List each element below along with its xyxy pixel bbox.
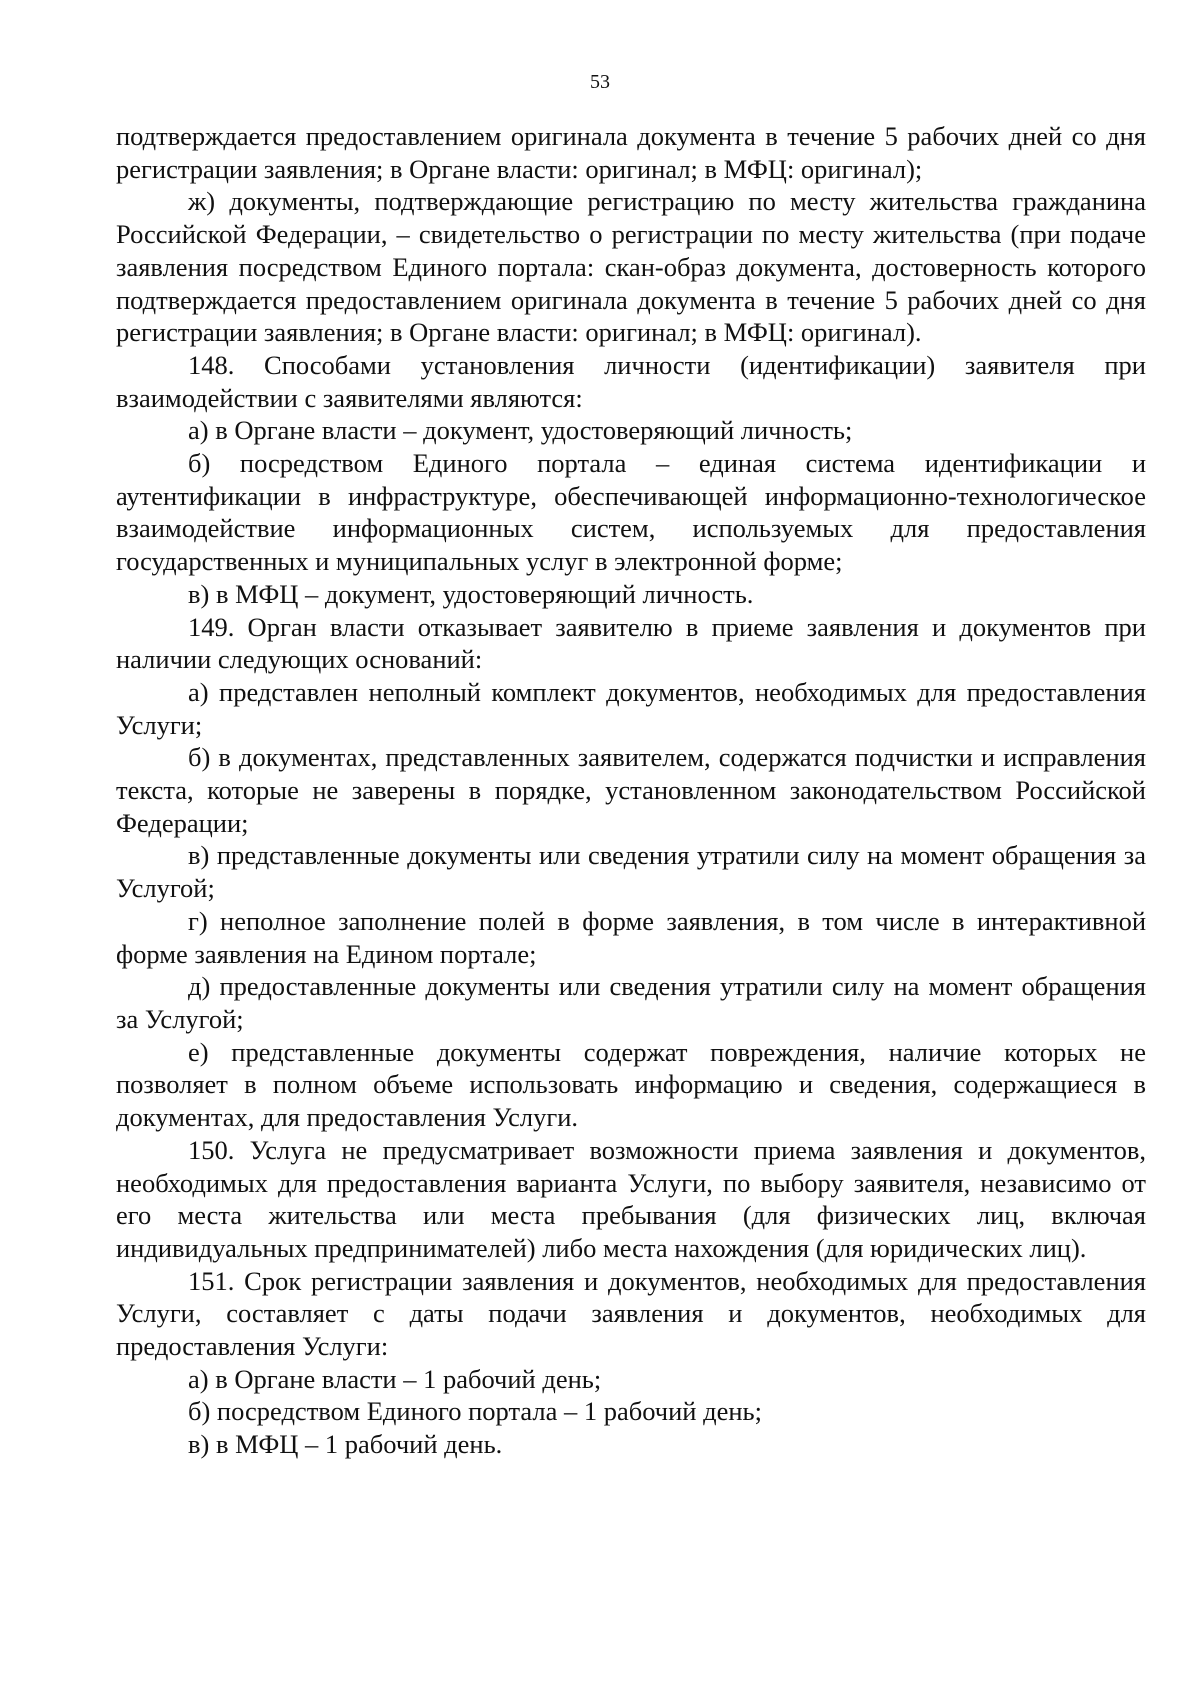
paragraph: е) представленные документы содержат повреждения, наличие которых не позволяет в полном объеме использовать информацию и сведения, содержащиеся в документах, для предоставления Услуги. <box>116 1036 1146 1133</box>
paragraph: г) неполное заполнение полей в форме заявления, в том числе в интерактивной форме заявления на Едином портале; <box>116 905 1146 969</box>
page-number: 53 <box>590 71 610 93</box>
paragraph: ж) документы, подтверждающие регистрацию по месту жительства гражданина Российской Федерации, – свидетельство о регистрации по месту жительства (при подаче заявления посредством Единого портала: скан-образ документа, достоверность которого подтверждается предоставлением оригинала документа в течение 5 рабочих дней со дня регистрации заявления; в Органе власти: оригинал; в МФЦ: оригинал). <box>116 186 1146 348</box>
paragraph: д) предоставленные документы или сведения утратили силу на момент обращения за Услугой; <box>116 971 1146 1034</box>
paragraph: в) в МФЦ – 1 рабочий день. <box>188 1429 503 1460</box>
paragraph: а) в Органе власти – документ, удостоверяющий личность; <box>188 415 853 446</box>
paragraph: 150. Услуга не предусматривает возможности приема заявления и документов, необходимых для предоставления варианта Услуги, по выбору заявителя, независимо от его места жительства или места пребывания (для физических лиц, включая индивидуальных предпринимателей) либо места нахождения (для юридических лиц). <box>116 1134 1146 1263</box>
paragraph: 148. Способами установления личности (идентификации) заявителя при взаимодействии с заявителями являются: <box>116 349 1146 413</box>
document-body <box>116 120 1146 1461</box>
paragraph: б) посредством Единого портала – единая система идентификации и аутентификации в инфраструктуре, обеспечивающей информационно-технологическое взаимодействие информационных систем, используемых для предоставления государственных и муниципальных услуг в электронной форме; <box>116 448 1146 577</box>
paragraph: подтверждается предоставлением оригинала документа в течение 5 рабочих дней со дня регистрации заявления; в Органе власти: оригинал; в МФЦ: оригинал); <box>116 121 1146 184</box>
paragraph: а) представлен неполный комплект документов, необходимых для предоставления Услуги; <box>116 676 1146 740</box>
paragraph: 149. Орган власти отказывает заявителю в приеме заявления и документов при наличии следующих оснований: <box>116 611 1146 675</box>
paragraph: б) посредством Единого портала – 1 рабочий день; <box>188 1396 762 1427</box>
paragraph: а) в Органе власти – 1 рабочий день; <box>188 1363 602 1394</box>
paragraph: 151. Срок регистрации заявления и документов, необходимых для предоставления Услуги, составляет с даты подачи заявления и документов, необходимых для предоставления Услуги: <box>116 1265 1146 1362</box>
paragraph: в) в МФЦ – документ, удостоверяющий личность. <box>188 578 754 609</box>
paragraph: б) в документах, представленных заявителем, содержатся подчистки и исправления текста, которые не заверены в порядке, установленном законодательством Российской Федерации; <box>116 742 1146 838</box>
paragraph: в) представленные документы или сведения утратили силу на момент обращения за Услугой; <box>116 840 1146 904</box>
